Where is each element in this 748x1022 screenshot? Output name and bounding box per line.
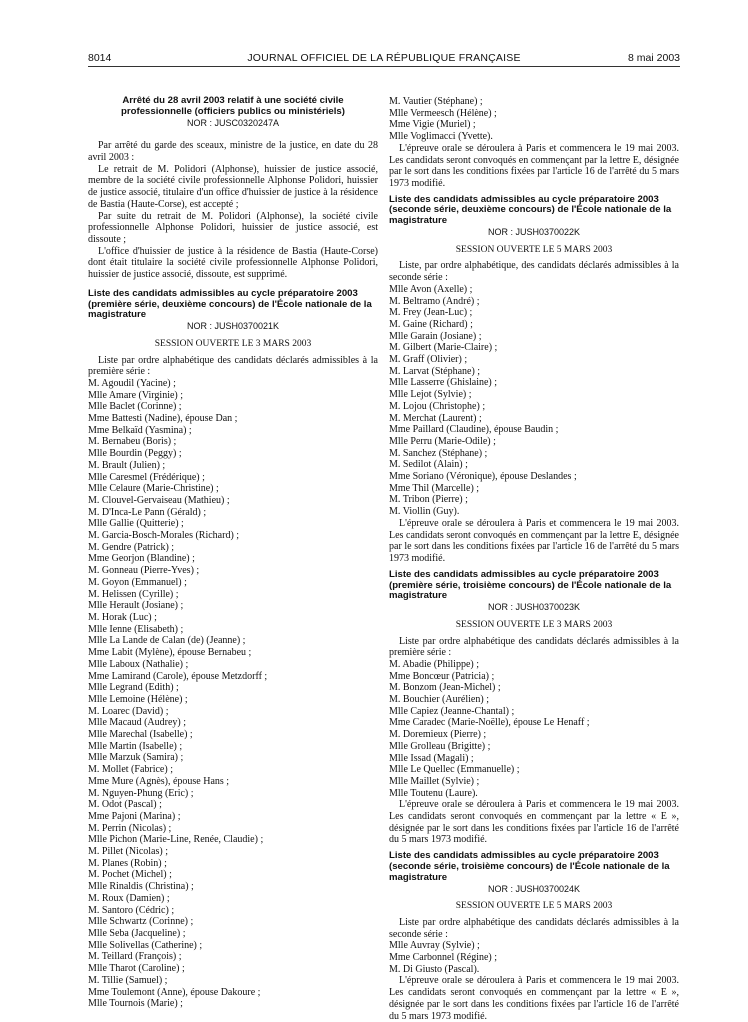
name-entry: M. Agoudil (Yacine) ; bbox=[88, 377, 176, 389]
name-entry: M. Viollin (Guy). bbox=[389, 506, 460, 518]
name-entry: Mlle La Lande de Calan (de) (Jeanne) ; bbox=[88, 635, 246, 647]
name-entry: Mme Battesti (Nadine), épouse Dan ; bbox=[88, 413, 238, 425]
page-number: 8014 bbox=[88, 52, 112, 64]
name-entry: M. Horak (Luc) ; bbox=[88, 612, 157, 623]
name-entry: Mlle Avon (Axelle) ; bbox=[389, 283, 473, 295]
name-entry: Mme Lamirand (Carole), épouse Metzdorff ; bbox=[88, 670, 268, 682]
name-entry: M. Perrin (Nicolas) ; bbox=[88, 822, 172, 834]
name-entry: Mlle Capiez (Jeanne-Chantal) ; bbox=[389, 705, 515, 717]
list4-intro: Liste par ordre alphabétique des candidats déclarés admissibles à la seconde série : bbox=[389, 916, 679, 940]
list1-intro: Liste par ordre alphabétique des candidats déclarés admissibles à la première série : bbox=[88, 354, 378, 378]
name-entry: Mlle Macaud (Audrey) ; bbox=[88, 717, 187, 729]
name-entry: Mlle Amare (Virginie) ; bbox=[88, 389, 184, 401]
name-entry: Mlle Baclet (Corinne) ; bbox=[88, 401, 182, 413]
name-entry: Mme Caradec (Marie-Noëlle), épouse Le Henaff ; bbox=[389, 717, 590, 729]
name-entry: Mlle Solivellas (Catherine) ; bbox=[88, 939, 203, 951]
right-column bbox=[389, 96, 679, 1022]
name-entry: Mme Soriano (Véronique), épouse Deslandes ; bbox=[389, 471, 577, 483]
left-column bbox=[88, 96, 378, 1010]
name-entry: M. Santoro (Cédric) ; bbox=[88, 904, 175, 916]
name-entry: Mlle Bourdin (Peggy) ; bbox=[88, 448, 182, 460]
name-entry: M. Lojou (Christophe) ; bbox=[389, 400, 486, 412]
name-entry: Mme Carbonnel (Régine) ; bbox=[389, 952, 498, 964]
name-entry: M. Nguyen-Phung (Eric) ; bbox=[88, 787, 194, 799]
name-entry: M. Bonzom (Jean-Michel) ; bbox=[389, 682, 501, 694]
name-entry: Mlle Ienne (Elisabeth) ; bbox=[88, 623, 184, 635]
name-entry: Mlle Toutenu (Laure). bbox=[389, 787, 478, 799]
name-entry: Mme Toulemont (Anne), épouse Dakoure ; bbox=[88, 986, 261, 998]
name-entry: M. Bouchier (Aurélien) ; bbox=[389, 694, 489, 706]
issue-date: 8 mai 2003 bbox=[628, 52, 680, 64]
name-entry: M. Beltramo (André) ; bbox=[389, 295, 480, 307]
name-entry: Mme Mure (Agnès), épouse Hans ; bbox=[88, 775, 230, 787]
list3-oral: L'épreuve orale se déroulera à Paris et commencera le 19 mai 2003. Les candidats seront convoqués en commençant par la lettre « E », désignée par le sort dans les conditions fixées par l'article 16 de l'arrêté du 5 mars 1973 modifié. bbox=[389, 799, 679, 846]
name-entry: Mme Paillard (Claudine), épouse Baudin ; bbox=[389, 424, 559, 436]
arrete-nor: NOR : JUSC0320247A bbox=[186, 117, 280, 128]
list1-session: SESSION OUVERTE LE 3 MARS 2003 bbox=[154, 338, 312, 349]
list3-title: Liste des candidats admissibles au cycle préparatoire 2003 (première série, troisième concours) de l'École nationale de la magistrature bbox=[389, 568, 672, 602]
name-entry: M. Roux (Damien) ; bbox=[88, 892, 170, 904]
name-entry: Mlle Auvray (Sylvie) ; bbox=[389, 940, 480, 952]
name-entry: M. D'Inca-Le Pann (Gérald) ; bbox=[88, 506, 207, 518]
name-entry: M. Pillet (Nicolas) ; bbox=[88, 846, 168, 858]
arrete-title: Arrêté du 28 avril 2003 relatif à une société civile professionnelle (officiers publics ou ministériels) bbox=[121, 95, 345, 117]
name-entry: Mlle Issad (Magali) ; bbox=[389, 752, 474, 764]
name-entry: M. Tribon (Pierre) ; bbox=[389, 494, 468, 506]
name-entry: Mlle Voglimacci (Yvette). bbox=[389, 131, 493, 143]
name-entry: M. Garcia-Bosch-Morales (Richard) ; bbox=[88, 530, 240, 542]
list4-nor: NOR : JUSH0370024K bbox=[487, 883, 581, 894]
name-entry: Mlle Seba (Jacqueline) ; bbox=[88, 927, 186, 939]
name-entry: M. Merchat (Laurent) ; bbox=[389, 412, 482, 424]
name-entry: Mme Thil (Marcelle) ; bbox=[389, 482, 480, 494]
journal-title: JOURNAL OFFICIEL DE LA RÉPUBLIQUE FRANÇAISE bbox=[247, 52, 521, 64]
arrete-para-2: Le retrait de M. Polidori (Alphonse), huissier de justice associé, membre de la société civile professionnelle Alphonse Polidori, huissier de justice associé, titulaire d'un office d'huissier de justice à la résidence de Bastia (Haute-Corse), est accepté ; bbox=[88, 163, 378, 210]
list3-intro: Liste par ordre alphabétique des candidats déclarés admissibles à la première série : bbox=[389, 635, 679, 659]
name-entry: Mme Georjon (Blandine) ; bbox=[88, 553, 195, 565]
name-entry: Mlle Maillet (Sylvie) ; bbox=[389, 775, 480, 787]
name-entry: M. Abadie (Philippe) ; bbox=[389, 658, 479, 670]
list2-intro: Liste, par ordre alphabétique, des candidats déclarés admissibles à la seconde série : bbox=[389, 260, 679, 284]
list3-session: SESSION OUVERTE LE 3 MARS 2003 bbox=[455, 619, 613, 630]
name-entry: M. Larvat (Stéphane) ; bbox=[389, 365, 481, 377]
name-entry: Mlle Schwartz (Corinne) ; bbox=[88, 916, 194, 928]
list2-session: SESSION OUVERTE LE 5 MARS 2003 bbox=[455, 244, 613, 255]
name-entry: M. Pochet (Michel) ; bbox=[88, 869, 172, 881]
header-rule bbox=[88, 66, 680, 67]
arrete-para-4: L'office d'huissier de justice à la résidence de Bastia (Haute-Corse) dont était titulaire la société civile professionnelle Alphonse Polidori, huissier de justice associé, dissoute, est supprimé. bbox=[88, 245, 378, 281]
list1-names-cont bbox=[389, 96, 679, 143]
name-entry: Mlle Tharot (Caroline) ; bbox=[88, 963, 185, 975]
arrete-para-3: Par suite du retrait de M. Polidori (Alphonse), la société civile professionnelle Alphonse Polidori, huissier de justice associé, est dissoute ; bbox=[88, 210, 378, 245]
name-entry: Mlle Le Quellec (Emmanuelle) ; bbox=[389, 764, 520, 776]
name-entry: Mlle Celaure (Marie-Christine) ; bbox=[88, 483, 219, 495]
name-entry: M. Vautier (Stéphane) ; bbox=[389, 96, 483, 107]
name-entry: Mlle Marechal (Isabelle) ; bbox=[88, 729, 193, 741]
name-entry: Mlle Herault (Josiane) ; bbox=[88, 600, 184, 612]
name-entry: Mlle Pichon (Marie-Line, Renée, Claudie) ; bbox=[88, 834, 264, 846]
name-entry: M. Helissen (Cyrille) ; bbox=[88, 588, 179, 600]
list4-title: Liste des candidats admissibles au cycle préparatoire 2003 (seconde série, troisième concours) de l'École nationale de la magistrature bbox=[389, 850, 670, 883]
name-entry: M. Planes (Robin) ; bbox=[88, 857, 167, 869]
list3-nor: NOR : JUSH0370023K bbox=[487, 602, 581, 613]
name-entry: M. Gilbert (Marie-Claire) ; bbox=[389, 342, 498, 354]
name-entry: Mme Boncœur (Patricia) ; bbox=[389, 670, 495, 682]
name-entry: Mlle Gallie (Quitterie) ; bbox=[88, 518, 184, 530]
list4-oral: L'épreuve orale se déroulera à Paris et commencera le 19 mai 2003. Les candidats seront convoqués en commençant par la lettre « E », désignée par le sort dans les conditions fixées par l'article 16 de l'arrêté du 5 mars 1973 modifié. bbox=[389, 975, 679, 1022]
name-entry: M. Loarec (David) ; bbox=[88, 705, 169, 717]
name-entry: Mlle Lemoine (Hélène) ; bbox=[88, 693, 188, 705]
list1-title: Liste des candidats admissibles au cycle préparatoire 2003 (première série, deuxième concours) de l'École nationale de la magistrature bbox=[88, 287, 372, 321]
list2-title: Liste des candidats admissibles au cycle préparatoire 2003 (seconde série, deuxième concours) de l'École nationale de la magistrature bbox=[389, 193, 672, 227]
name-entry: Mlle Laboux (Nathalie) ; bbox=[88, 658, 189, 670]
list1-nor: NOR : JUSH0370021K bbox=[186, 321, 280, 332]
list2-oral: L'épreuve orale se déroulera à Paris et commencera le 19 mai 2003. Les candidats seront convoqués en commençant par la lettre E, désignée par le sort dans les conditions fixées par l'article 16 de l'arrêté du 5 mars 1973 modifié. bbox=[389, 517, 679, 564]
name-entry: Mme Belkaïd (Yasmina) ; bbox=[88, 424, 192, 436]
page-header bbox=[88, 52, 680, 66]
name-entry: M. Tillie (Samuel) ; bbox=[88, 974, 168, 986]
name-entry: M. Graff (Olivier) ; bbox=[389, 354, 468, 366]
name-entry: M. Gendre (Patrick) ; bbox=[88, 541, 175, 553]
name-entry: M. Brault (Julien) ; bbox=[88, 459, 166, 471]
name-entry: M. Mollet (Fabrice) ; bbox=[88, 764, 173, 776]
list2-nor: NOR : JUSH0370022K bbox=[487, 227, 581, 238]
name-entry: Mlle Caresmel (Frédérique) ; bbox=[88, 471, 205, 483]
name-entry: Mlle Rinaldis (Christina) ; bbox=[88, 881, 194, 893]
name-entry: M. Gaine (Richard) ; bbox=[389, 318, 473, 330]
name-entry: Mlle Marzuk (Samira) ; bbox=[88, 752, 184, 764]
name-entry: Mlle Perru (Marie-Odile) ; bbox=[389, 435, 496, 447]
name-entry: M. Di Giusto (Pascal). bbox=[389, 963, 480, 975]
name-entry: Mlle Lasserre (Ghislaine) ; bbox=[389, 377, 498, 389]
name-entry: Mlle Garain (Josiane) ; bbox=[389, 330, 482, 342]
name-entry: Mlle Grolleau (Brigitte) ; bbox=[389, 740, 491, 752]
name-entry: Mme Pajoni (Marina) ; bbox=[88, 810, 181, 822]
name-entry: M. Teillard (François) ; bbox=[88, 951, 182, 963]
list3-names bbox=[389, 659, 679, 799]
list4-session: SESSION OUVERTE LE 5 MARS 2003 bbox=[455, 901, 613, 912]
list1-names bbox=[88, 378, 378, 1010]
name-entry: Mme Labit (Mylène), épouse Bernabeu ; bbox=[88, 647, 252, 659]
name-entry: Mme Vigie (Muriel) ; bbox=[389, 119, 476, 131]
name-entry: M. Odot (Pascal) ; bbox=[88, 799, 162, 811]
name-entry: M. Clouvel-Gervaiseau (Mathieu) ; bbox=[88, 494, 230, 506]
list2-names bbox=[389, 284, 679, 518]
name-entry: M. Goyon (Emmanuel) ; bbox=[88, 576, 187, 588]
name-entry: Mlle Lejot (Sylvie) ; bbox=[389, 389, 472, 401]
name-entry: Mlle Tournois (Marie) ; bbox=[88, 998, 183, 1010]
name-entry: Mlle Legrand (Edith) ; bbox=[88, 682, 179, 694]
name-entry: Mlle Vermeesch (Hélène) ; bbox=[389, 107, 497, 119]
list4-names bbox=[389, 940, 679, 975]
name-entry: M. Frey (Jean-Luc) ; bbox=[389, 307, 473, 319]
list1-oral: L'épreuve orale se déroulera à Paris et commencera le 19 mai 2003. Les candidats seront convoqués en commençant par la lettre E, désignée par le sort dans les conditions fixées par l'article 16 de l'arrêté du 5 mars 1973 modifié. bbox=[389, 142, 679, 189]
arrete-para-1: Par arrêté du garde des sceaux, ministre de la justice, en date du 28 avril 2003 : bbox=[88, 140, 378, 163]
name-entry: M. Bernabeu (Boris) ; bbox=[88, 436, 177, 448]
name-entry: M. Doremieux (Pierre) ; bbox=[389, 729, 487, 741]
name-entry: M. Gonneau (Pierre-Yves) ; bbox=[88, 565, 200, 577]
name-entry: M. Sedilot (Alain) ; bbox=[389, 459, 468, 471]
name-entry: M. Sanchez (Stéphane) ; bbox=[389, 447, 488, 459]
name-entry: Mlle Martin (Isabelle) ; bbox=[88, 740, 183, 752]
